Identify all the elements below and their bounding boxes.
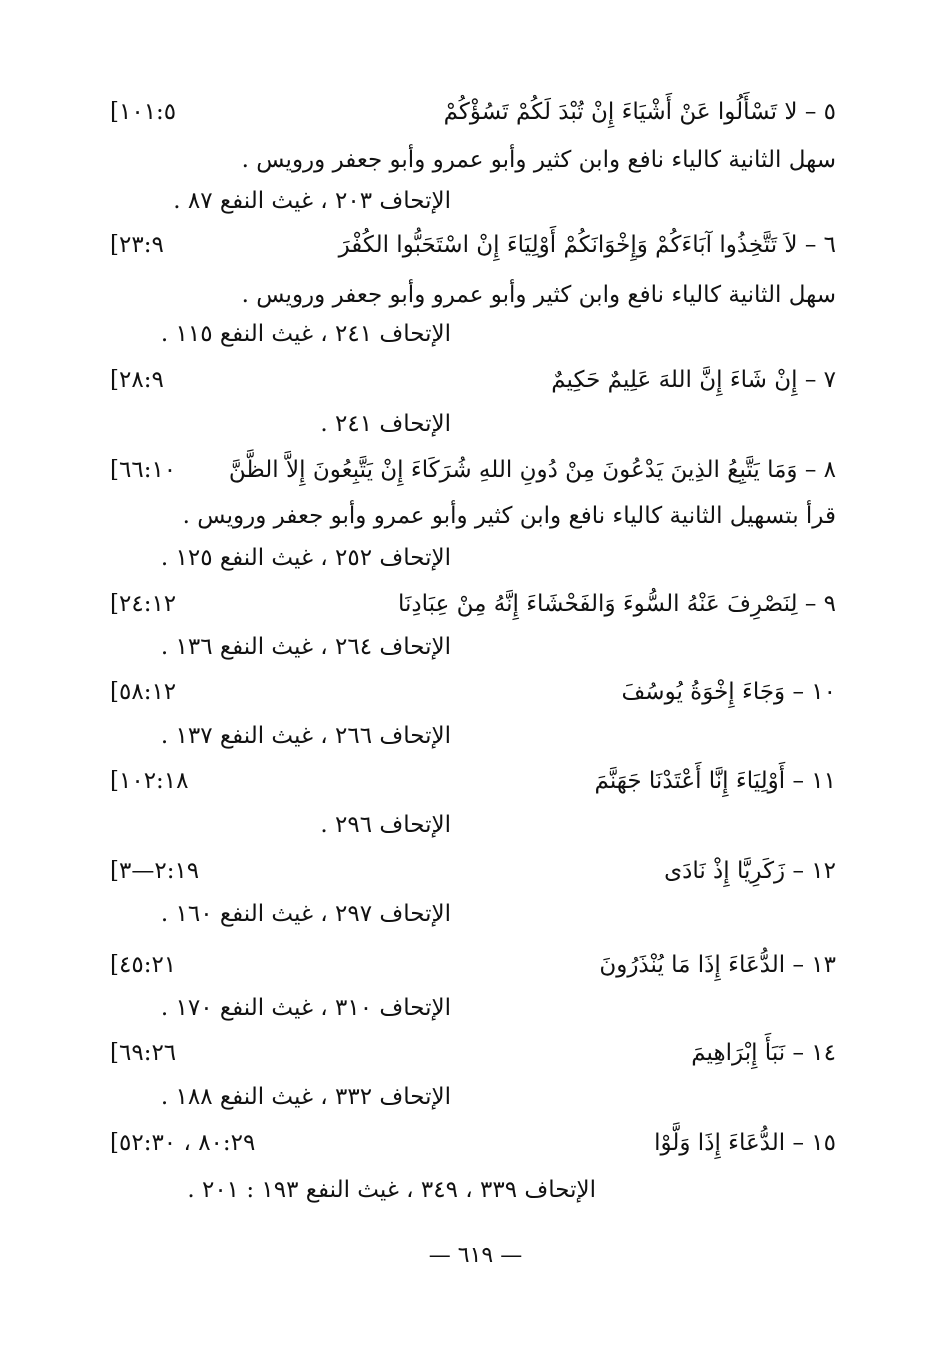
verse-reference: [٢٣:٩ <box>110 232 164 258</box>
source-line <box>110 627 836 667</box>
verse-line <box>110 584 836 624</box>
verse-text: ١٤ – نَبَأَ إِبْرَاهِيمَ <box>691 1040 836 1066</box>
source-citation: الإتحاف ٢٠٣ ، غيث النفع ٨٧ . <box>173 188 451 214</box>
source-line <box>110 805 836 845</box>
verse-text: ١١ – أَوْلِيَاءَ إِنَّا أَعْتَدْنَا جَهَنَّمَ <box>594 768 836 794</box>
verse-text: ١٣ – الدُّعَاءَ إِذَا مَا يُنْذَرُونَ <box>599 952 836 978</box>
verse-text: ٧ – إِنْ شَاءَ إِنَّ اللهَ عَلِيمٌ حَكِيمٌ <box>551 367 836 393</box>
verse-reference: [٥٨:١٢ <box>110 679 177 705</box>
source-citation: الإتحاف ٢٩٧ ، غيث النفع ١٦٠ . <box>160 901 451 927</box>
verse-text: ٩ – لِنَصْرِفَ عَنْهُ السُّوءَ وَالفَحْشَاءَ إِنَّهُ مِنْ عِبَادِنَا <box>398 591 836 617</box>
source-line <box>110 1077 836 1117</box>
source-line <box>110 988 836 1028</box>
source-citation: الإتحاف ٣٣٢ ، غيث النفع ١٨٨ . <box>160 1084 451 1110</box>
source-line <box>110 716 836 756</box>
verse-reference: [٦٦:١٠ <box>110 457 177 483</box>
source-line <box>110 181 836 221</box>
verse-text: ١٠ – وَجَاءَ إِخْوَةُ يُوسُفَ <box>621 679 836 705</box>
verse-text: ١٢ – زَكَرِيَّا إِذْ نَادَى <box>664 858 836 884</box>
verse-line <box>110 225 836 265</box>
verse-line <box>110 1033 836 1073</box>
source-line <box>110 1170 836 1210</box>
source-citation: الإتحاف ٢٩٦ . <box>320 812 451 838</box>
verse-text: ٥ – لا تَسْأَلُوا عَنْ أَشْيَاءَ إِنْ تُبْدَ لَكُمْ تَسُؤْكُمْ <box>443 99 836 125</box>
verse-line <box>110 450 836 490</box>
reading-note: سهل الثانية كالياء نافع وابن كثير وأبو عمرو وأبو جعفر ورويس . <box>241 282 836 308</box>
verse-reference: [٢٤:١٢ <box>110 591 177 617</box>
source-citation: الإتحاف ٢٤١ ، غيث النفع ١١٥ . <box>160 321 451 347</box>
page-number: — ٦١٩ — <box>428 1243 523 1268</box>
verse-text: ٨ – وَمَا يَتَّبِعُ الذِينَ يَدْعُونَ مِنْ دُونِ اللهِ شُرَكَاءَ إِنْ يَتَّبِعُونَ إِلاَّ الظَّنَّ <box>228 457 836 483</box>
verse-reference: [٨٠:٢٩ ، ٥٢:٣٠ <box>110 1130 256 1156</box>
verse-reference: [٢:١٩—٣ <box>110 858 200 884</box>
verse-reference: [٦٩:٢٦ <box>110 1040 177 1066</box>
verse-reference: [٢٨:٩ <box>110 367 164 393</box>
source-line <box>110 538 836 578</box>
verse-reference: [١٠١:٥ <box>110 99 177 125</box>
source-citation: الإتحاف ٣١٠ ، غيث النفع ١٧٠ . <box>160 995 451 1021</box>
verse-line <box>110 761 836 801</box>
note-line <box>110 496 836 536</box>
verse-text: ١٥ – الدُّعَاءَ إِذَا وَلَّوْا <box>654 1130 836 1156</box>
note-line <box>110 275 836 315</box>
source-citation: الإتحاف ٢٦٦ ، غيث النفع ١٣٧ . <box>160 723 451 749</box>
verse-reference: [٤٥:٢١ <box>110 952 177 978</box>
verse-line <box>110 672 836 712</box>
verse-line <box>110 360 836 400</box>
verse-line <box>110 1123 836 1163</box>
note-line <box>110 140 836 180</box>
source-line <box>110 314 836 354</box>
reading-note: قرأ بتسهيل الثانية كالياء نافع وابن كثير وأبو عمرو وأبو جعفر ورويس . <box>182 503 836 529</box>
source-citation: الإتحاف ٣٣٩ ، ٣٤٩ ، غيث النفع ١٩٣ : ٢٠١ . <box>187 1177 596 1203</box>
verse-line <box>110 945 836 985</box>
source-line <box>110 894 836 934</box>
source-citation: الإتحاف ٢٥٢ ، غيث النفع ١٢٥ . <box>160 545 451 571</box>
verse-line <box>110 851 836 891</box>
verse-text: ٦ – لاَ تَتَّخِذُوا آبَاءَكُمْ وَإِخْوَانَكُمْ أَوْلِيَاءَ إِنْ اسْتَحَبُّوا الكُفْرَ <box>338 232 836 258</box>
source-citation: الإتحاف ٢٦٤ ، غيث النفع ١٣٦ . <box>160 634 451 660</box>
source-citation: الإتحاف ٢٤١ . <box>320 411 451 437</box>
source-line <box>110 404 836 444</box>
reading-note: سهل الثانية كالياء نافع وابن كثير وأبو عمرو وأبو جعفر ورويس . <box>241 147 836 173</box>
verse-reference: [١٠٢:١٨ <box>110 768 189 794</box>
verse-line <box>110 92 836 132</box>
